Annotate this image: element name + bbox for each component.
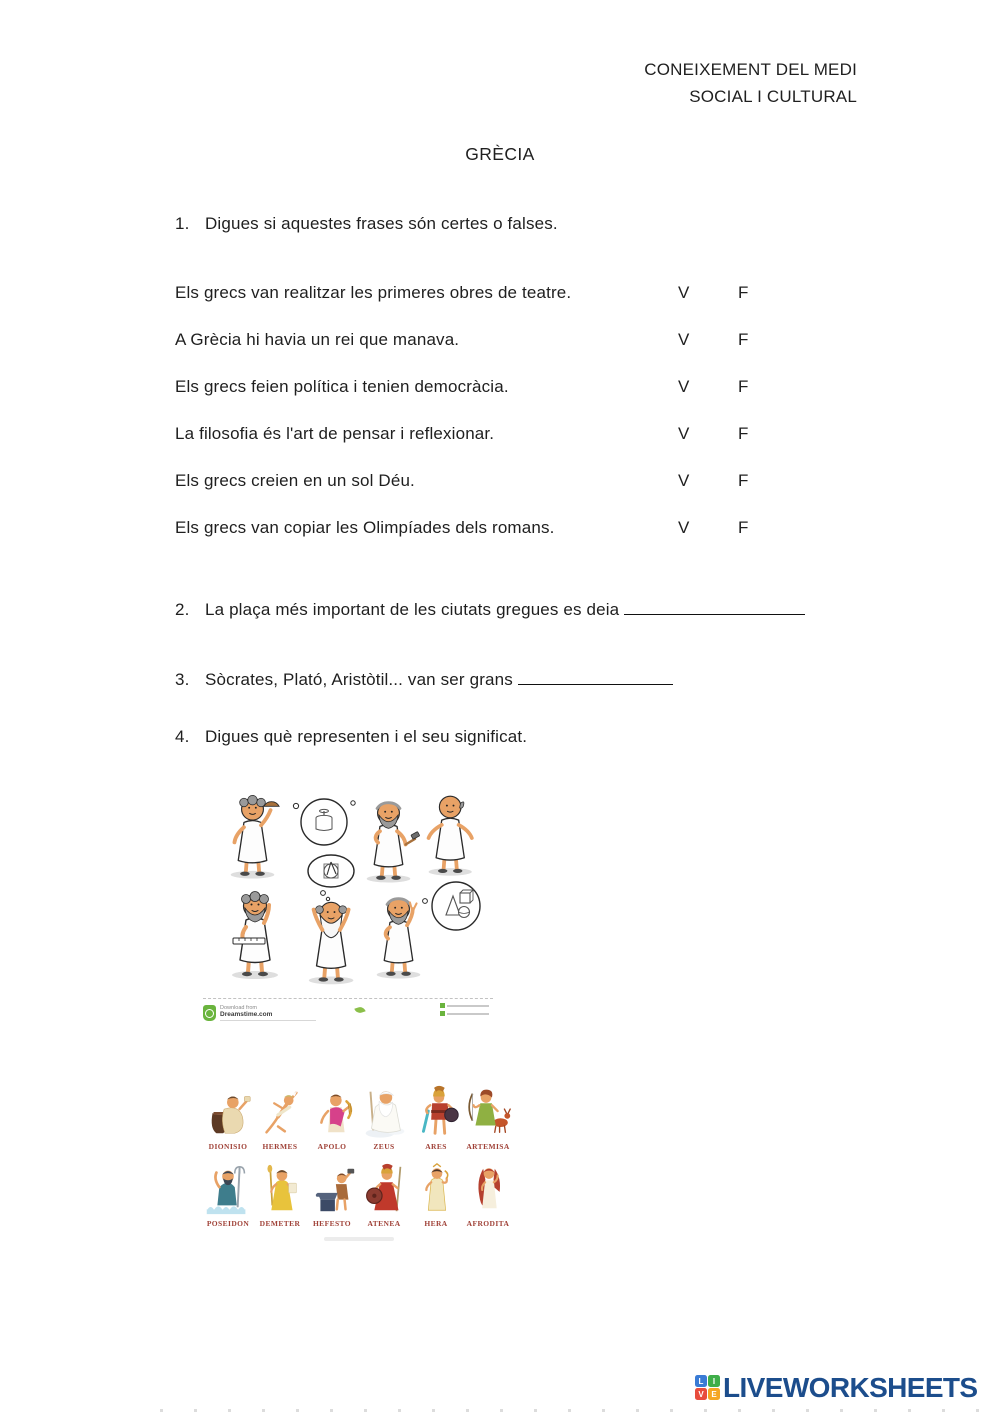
question-3-prompt: Sòcrates, Plató, Aristòtil... van ser grans: [205, 670, 513, 689]
gods-row-2: [203, 1161, 515, 1228]
option-v[interactable]: V: [678, 330, 690, 349]
logo-letter-l: L: [695, 1375, 707, 1387]
question-3: [175, 669, 673, 690]
god-name: DIONISIO: [208, 1142, 248, 1151]
apolo-icon: [308, 1084, 356, 1140]
dionisio-icon: [204, 1084, 252, 1140]
question-4: [175, 727, 527, 747]
option-v[interactable]: V: [678, 424, 690, 443]
logo-letter-e: E: [708, 1388, 720, 1400]
question-3-number: 3.: [175, 670, 190, 689]
philosophers-illustration: [203, 785, 493, 1025]
god-figure-atenea: [359, 1161, 409, 1228]
liveworksheets-logo-icon: [695, 1375, 720, 1400]
statement-text: Els grecs feien política i tenien democràcia.: [175, 377, 509, 396]
thought-bubble-geometry: [423, 882, 480, 930]
poseidon-icon: [204, 1161, 252, 1217]
liveworksheets-logo[interactable]: [695, 1372, 978, 1403]
god-name: AFRODITA: [466, 1219, 510, 1228]
option-f[interactable]: F: [738, 283, 749, 302]
god-figure-zeus: [359, 1084, 409, 1151]
page-title: GRÈCIA: [465, 144, 535, 164]
option-v[interactable]: V: [678, 518, 690, 537]
liveworksheets-wordmark: LIVEWORKSHEETS: [723, 1372, 978, 1403]
question-2: [175, 599, 805, 620]
god-name: ATENEA: [367, 1219, 401, 1228]
god-name: APOLO: [317, 1142, 347, 1151]
god-name: HERMES: [262, 1142, 298, 1151]
id-text-placeholder: [447, 1005, 489, 1007]
statement-text: La filosofia és l'art de pensar i reflexionar.: [175, 424, 495, 443]
gods-row-1: [203, 1084, 515, 1151]
god-figure-dionisio: [203, 1084, 253, 1151]
afrodita-icon: [464, 1161, 512, 1217]
statement-text: Els grecs creien en un sol Déu.: [175, 471, 415, 490]
question-1: [175, 214, 558, 234]
god-name: ZEUS: [373, 1142, 395, 1151]
statement-row: [175, 377, 815, 399]
atenea-icon: [360, 1161, 408, 1217]
question-2-number: 2.: [175, 600, 190, 619]
option-f[interactable]: F: [738, 330, 749, 349]
greek-gods-illustration: [203, 1084, 515, 1241]
stock-image-ids: [440, 1003, 489, 1016]
option-f[interactable]: F: [738, 424, 749, 443]
philosopher-figure-2: [367, 802, 420, 882]
stock-image-credit-bar: [203, 998, 493, 1025]
hefesto-icon: [308, 1161, 356, 1217]
god-figure-hermes: [255, 1084, 305, 1151]
option-f[interactable]: F: [738, 377, 749, 396]
credit-fineprint-line: [220, 1020, 316, 1021]
option-v[interactable]: V: [678, 283, 690, 302]
logo-letter-i: I: [708, 1375, 720, 1387]
question-2-prompt: La plaça més important de les ciutats gregues es deia: [205, 600, 620, 619]
option-v[interactable]: V: [678, 377, 690, 396]
god-figure-apolo: [307, 1084, 357, 1151]
statement-text: Els grecs van realitzar les primeres obres de teatre.: [175, 283, 572, 302]
statement-row: [175, 283, 815, 305]
philosopher-figure-5: [309, 902, 354, 984]
watermark: [324, 1237, 394, 1241]
option-f[interactable]: F: [738, 518, 749, 537]
leaf-icon: [354, 1006, 365, 1015]
god-figure-demeter: [255, 1161, 305, 1228]
ares-icon: [412, 1084, 460, 1140]
id-icon: [440, 1003, 445, 1008]
subject-header-line2: SOCIAL I CULTURAL: [689, 87, 857, 106]
next-line-cut-off: [160, 1409, 990, 1412]
option-v[interactable]: V: [678, 471, 690, 490]
god-figure-ares: [411, 1084, 461, 1151]
dreamstime-logo-icon: [203, 1005, 216, 1021]
demeter-icon: [256, 1161, 304, 1217]
god-name: POSEIDON: [206, 1219, 250, 1228]
author-icon: [440, 1011, 445, 1016]
god-name: HEFESTO: [312, 1219, 352, 1228]
philosopher-figure-3: [429, 796, 472, 875]
dreamstime-credit: [220, 1005, 316, 1021]
statement-row: [175, 424, 815, 446]
philosopher-figure-4: [232, 892, 278, 980]
question-1-prompt: Digues si aquestes frases són certes o falses.: [205, 214, 558, 233]
god-figure-hera: [411, 1161, 461, 1228]
question-1-number: 1.: [175, 214, 190, 233]
credit-site: Dreamstime.com: [220, 1011, 273, 1019]
god-figure-poseidon: [203, 1161, 253, 1228]
thought-bubble-compass: [308, 855, 354, 901]
philosopher-figure-1: [231, 795, 279, 878]
statement-row: [175, 330, 815, 352]
zeus-icon: [360, 1084, 408, 1140]
answer-blank-q3[interactable]: [518, 669, 673, 685]
god-figure-artemisa: [463, 1084, 513, 1151]
god-figure-afrodita: [463, 1161, 513, 1228]
logo-letter-v: V: [695, 1388, 707, 1400]
artemisa-icon: [464, 1084, 512, 1140]
thought-dot: [351, 801, 355, 805]
option-f[interactable]: F: [738, 471, 749, 490]
god-name: ARES: [425, 1142, 447, 1151]
statement-row: [175, 471, 815, 493]
philosophers-drawing: [203, 785, 493, 993]
credit-prefix: Download from: [220, 1004, 257, 1011]
god-name: HERA: [424, 1219, 448, 1228]
statement-text: Els grecs van copiar les Olimpíades dels romans.: [175, 518, 555, 537]
answer-blank-q2[interactable]: [624, 599, 805, 615]
question-4-prompt: Digues què representen i el seu significat.: [205, 727, 528, 746]
god-figure-hefesto: [307, 1161, 357, 1228]
subject-header: [644, 56, 857, 110]
question-4-number: 4.: [175, 727, 190, 746]
god-name: DEMETER: [259, 1219, 301, 1228]
philosopher-figure-6: [377, 898, 421, 978]
hermes-icon: [256, 1084, 304, 1140]
subject-header-line1: CONEIXEMENT DEL MEDI: [644, 60, 857, 79]
author-text-placeholder: [447, 1013, 489, 1015]
god-name: ARTEMISA: [466, 1142, 510, 1151]
hera-icon: [412, 1161, 460, 1217]
statement-text: A Grècia hi havia un rei que manava.: [175, 330, 460, 349]
thought-bubble-sundial: [293, 799, 347, 845]
statement-row: [175, 518, 815, 540]
